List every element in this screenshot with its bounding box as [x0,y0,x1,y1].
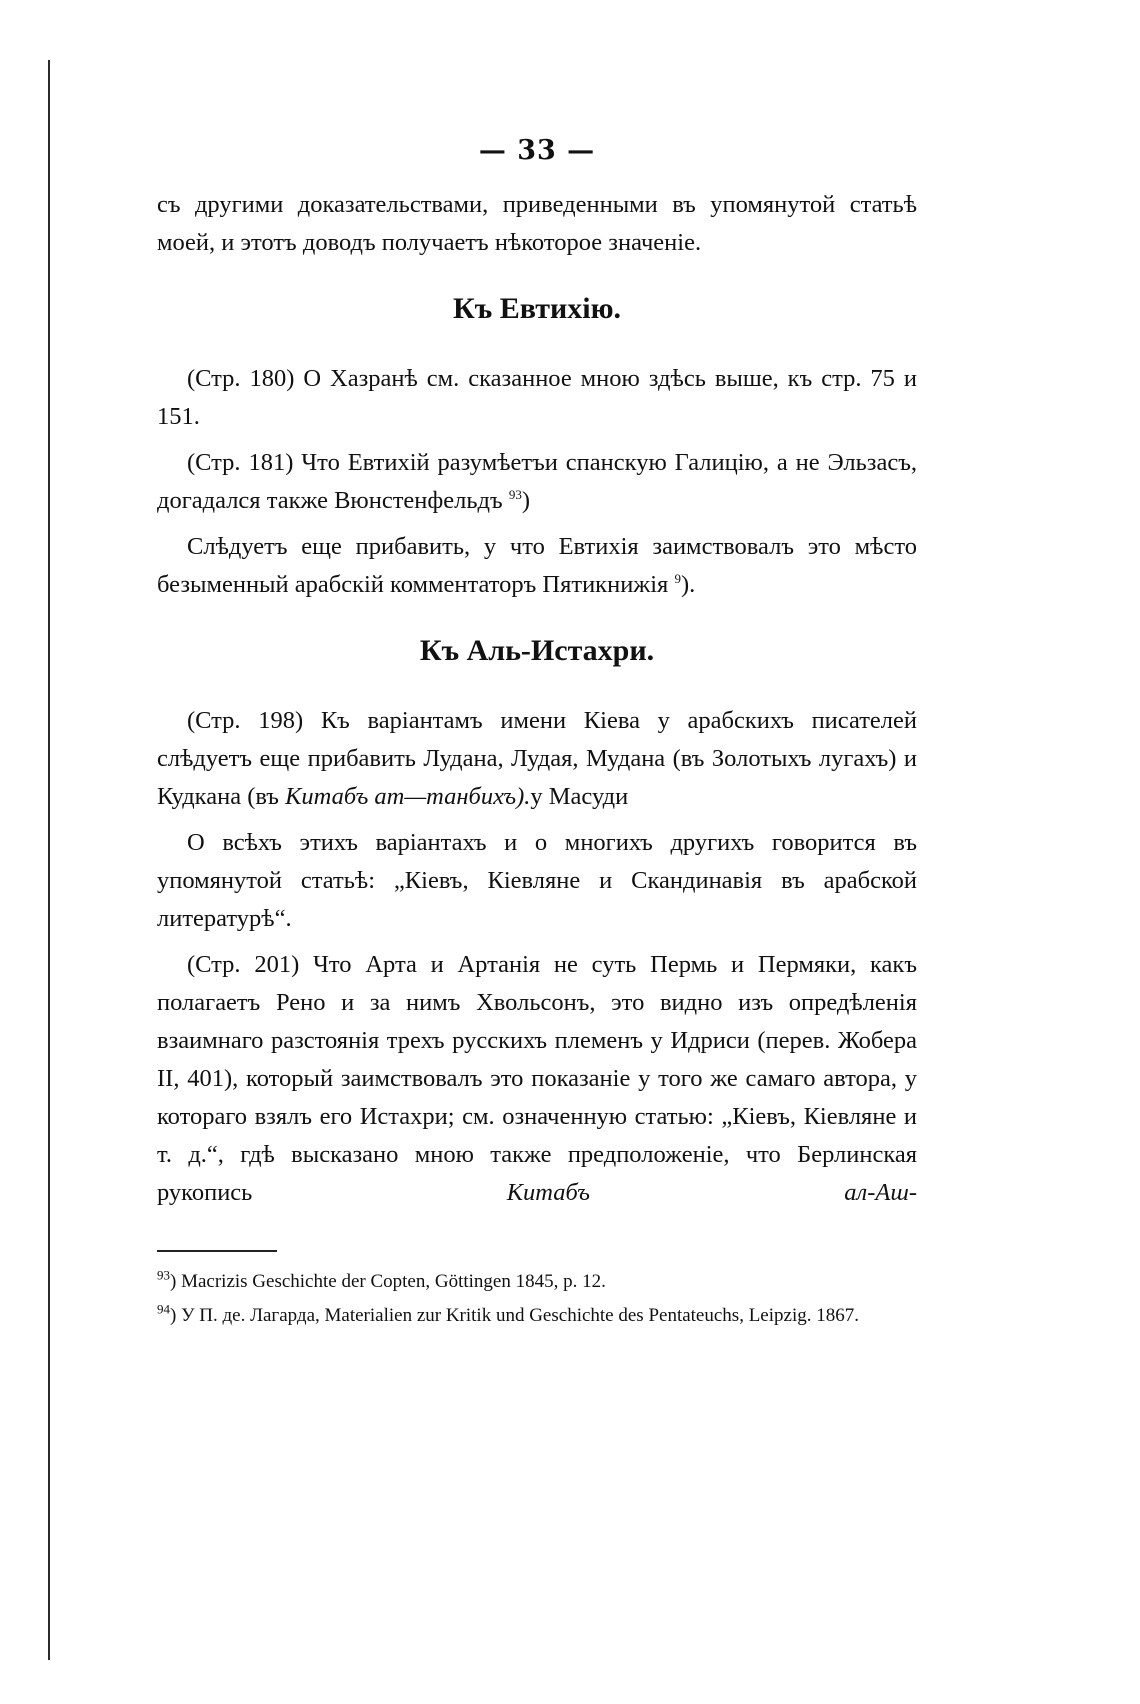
document-page [157,135,917,1336]
footnote-divider [157,1250,277,1252]
closing-paren: ). [680,571,696,598]
footnote-ref-94[interactable]: 9 [674,570,681,586]
footnote-text: Macrizis Geschichte der Copten, Göttingen 1845, p. 12. [181,1271,606,1292]
section-heading-eutychius: Къ Евтихію. [453,292,621,325]
paragraph-text: (Стр. 181) Что Евтихій разумѣетъи спанскую Галицію, а не Эльзасъ, догадался также Вюнстенфельдъ [157,449,917,514]
paragraph-p181 [157,444,917,520]
paragraph-text: (Стр. 198) Къ варіантамъ имени Кіева у арабскихъ писателей слѣдуетъ еще прибавить Лудана, Лудая, Мудана (въ Золотыхъ лугахъ) и Кудкана (въ [157,707,917,810]
continuation-paragraph: съ другими доказательствами, приведенными въ упомянутой статьѣ моей, и этотъ доводъ получаетъ нѣкоторое значеніе. [157,191,917,256]
closing-paren: ) [521,487,530,514]
paragraph-p198 [157,702,917,816]
paragraph-text: Слѣдуетъ еще прибавить, у что Евтихія заимствовалъ это мѣсто безыменный арабскій комментаторъ Пятикнижія [157,533,917,598]
paragraph-p201 [157,946,917,1212]
footnote-paren: ) [170,1305,177,1326]
paragraph-variants: О всѣхъ этихъ варіантахъ и о многихъ другихъ говорится въ упомянутой статьѣ: „Кіевъ, Кіевляне и Скандинавія въ арабской литературѣ“. [157,829,917,932]
footnote-ref-93[interactable]: 93 [508,486,522,502]
section-heading-istakhri: Къ Аль-Истахри. [419,634,655,667]
paragraph-text: (Стр. 201) Что Арта и Артанія не суть Пермь и Пермяки, какъ полагаетъ Рено и за нимъ Хвольсонъ, это видно изъ опредѣленія взаимнаго разстоянія трехъ русскихъ племенъ у Идриси (перев. Жобера II, 401), который заимствовалъ это показаніе у того же самаго автора, у котораго взялъ его Истахри; см. означенную статью: „Кіевъ, Кіевляне и т. д.“, гдѣ высказано мною также предположеніе, что Берлинская рукопись [157,951,917,1206]
footnote-94 [157,1302,917,1330]
footnote-paren: ) [170,1271,177,1292]
italic-title: Китабъ ал-Аш- [506,1179,918,1206]
footnote-marker: 93 [157,1267,170,1283]
footnote-93 [157,1268,917,1296]
paragraph-addendum [157,528,917,604]
footnote-marker: 94 [157,1301,170,1317]
page-number: — 33 — [478,135,596,166]
page-spine-edge [48,60,50,1660]
footnote-text: У П. де. Лагарда, Materialien zur Kritik und Geschichte des Pentateuchs, Leipzig. 1867. [181,1305,859,1326]
paragraph-text-end: у Масуди [530,783,629,810]
italic-title: Китабъ ат—танбихъ). [285,783,531,810]
paragraph-p180: (Стр. 180) О Хазранѣ см. сказанное мною здѣсь выше, къ стр. 75 и 151. [157,365,917,430]
